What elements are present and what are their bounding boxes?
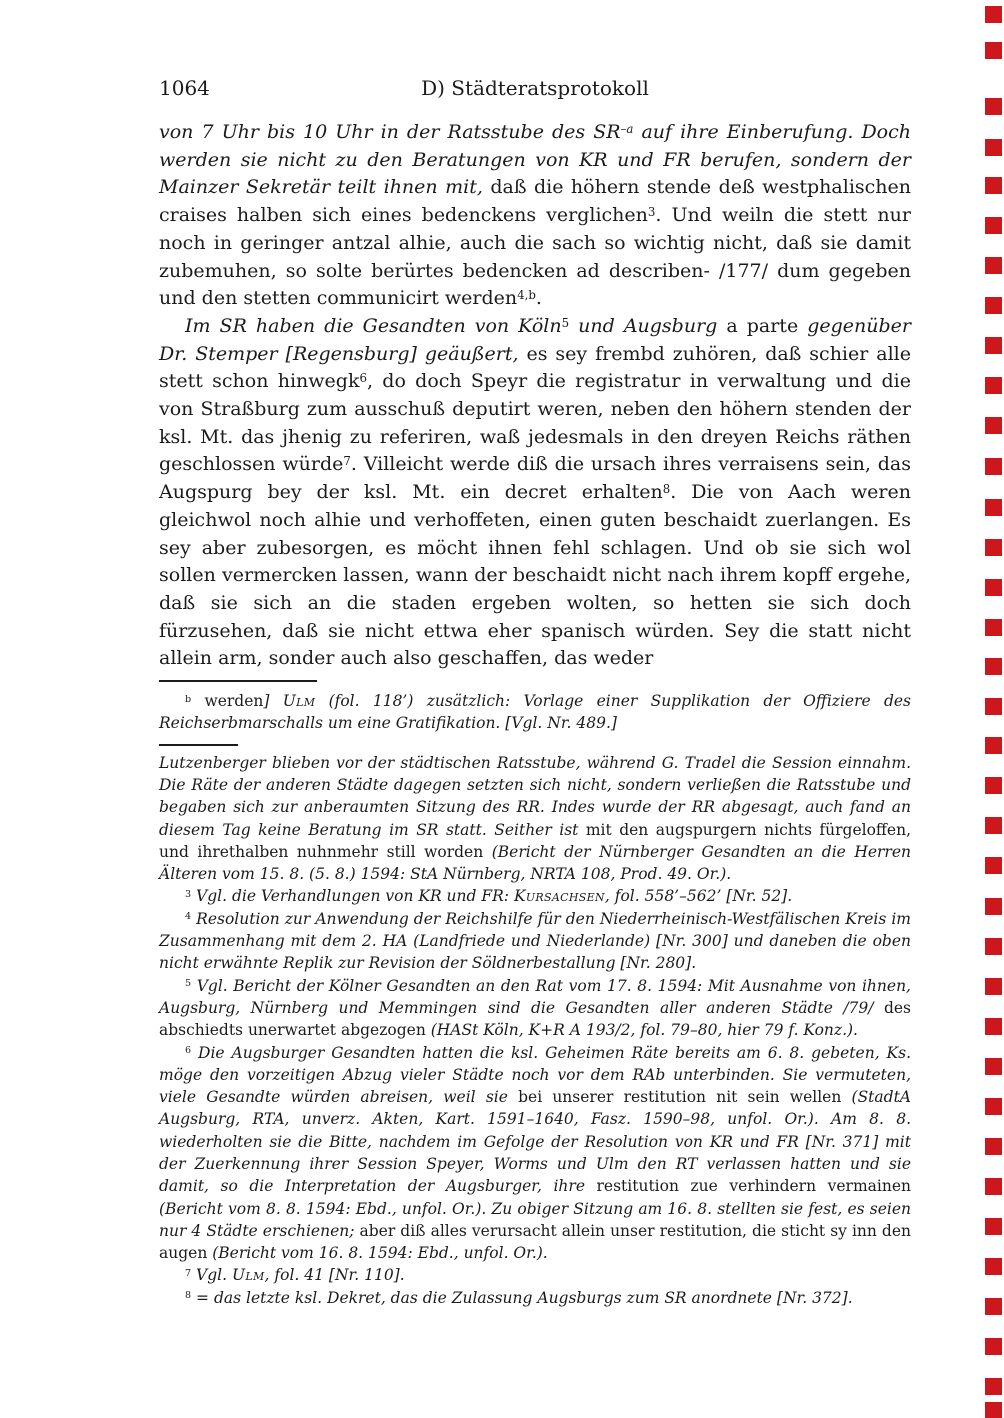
text-run: Lutzenberger blieben vor der städtischen Ratsstube, während G. Tradel die Session einnahm. Die Räte der anderen Städte dagegen setzten sich nicht, sondern verließen die Ratsstube und begaben sich zur anberaumten Sitzung des RR. Indes wurde der RR abgesagt, auch fand an diesem Tag keine Beratung im SR statt. Seither ist — [159, 753, 911, 839]
footnote-4 — [159, 908, 911, 975]
text-run: 4,b — [517, 287, 536, 302]
red-edge-marker — [985, 257, 1002, 274]
red-edge-marker — [985, 6, 1002, 23]
text-run: Vgl. — [196, 1266, 232, 1285]
footnote-number: 3 — [185, 889, 192, 901]
red-edge-marker — [985, 978, 1002, 995]
footnote-number: 8 — [185, 1290, 192, 1302]
text-run: Die Augsburger Gesandten hatten die ksl. Geheimen Räte bereits am 6. 8. gebeten, Ks. möge den vorzeitigen Abzug vieler Städte noch vor dem RAb unterbinden. Sie vermuteten, viele Gesandte würden abreisen, weil sie — [159, 1043, 911, 1107]
red-edge-marker — [985, 698, 1002, 715]
red-edge-marker — [985, 417, 1002, 434]
text-run: Vgl. Bericht der Kölner Gesandten an den Rat vom 17. 8. 1594: Mit Ausnahme von ihnen, Augsburg, Nürnberg und Memmingen sind die Gesandten aller anderen Städte /79/ — [159, 976, 911, 1017]
text-run: , fol. 558’–562’ [Nr. 52]. — [604, 887, 793, 906]
red-edge-marker — [985, 898, 1002, 915]
text-run: daß die höhern stende deß westphalischen craises halben sich eines bedenckens verglichen — [159, 176, 911, 227]
red-edge-marker — [985, 817, 1002, 834]
text-run: = das letzte ksl. Dekret, das die Zulassung Augsburgs zum SR anordnete [Nr. 372]. — [196, 1288, 853, 1307]
text-run: Kursachsen — [513, 887, 605, 906]
text-run: . Villeicht werde diß die ursach ihres verraisens sein, das Augspurg bey der ksl. Mt. ein decret erhalten — [159, 453, 912, 504]
red-edge-marker — [985, 579, 1002, 596]
red-edge-marker — [985, 1058, 1002, 1075]
apparatus-note-b — [159, 690, 911, 735]
red-edge-marker — [985, 98, 1002, 115]
red-edge-marker — [985, 1138, 1002, 1155]
red-edge-marker — [985, 938, 1002, 955]
text-run: . — [535, 287, 542, 310]
body-text — [159, 119, 911, 673]
red-edge-marker — [985, 777, 1002, 794]
footnote-number: 7 — [185, 1268, 192, 1280]
footnote-6 — [159, 1042, 911, 1265]
red-edge-marker — [985, 1178, 1002, 1195]
footnote-7 — [159, 1264, 911, 1286]
apparatus-block — [159, 690, 911, 735]
footnote-number: 4 — [185, 911, 192, 923]
text-run: des abschiedts unerwartet abgezogen — [159, 998, 911, 1040]
text-run: werden — [191, 692, 264, 711]
red-edge-marker — [985, 177, 1002, 194]
red-edge-marker — [985, 1098, 1002, 1115]
red-edge-marker — [985, 1218, 1002, 1235]
text-run: Im SR haben die Gesandten von Köln — [185, 314, 562, 337]
text-run: bei unserer restitution nit sein wellen — [518, 1088, 852, 1107]
running-header: D) Städteratsprotokoll — [421, 76, 649, 100]
text-run: 5 — [561, 315, 570, 330]
text-run: (StadtA Augsburg, RTA, unverz. Akten, Kart. 1591–1640, Fasz. 1590–98, unfol. Or.). Am 8. 8. wiederholten sie die Bitte, nachdem im Gefolge der Resolution von KR und FR [Nr. 371] mit der Zuerkennung ihrer Session Speyer, Worms und Ulm den RT verlassen hatten und sie damit, so die Interpretation der Augsburger, ihre — [159, 1088, 911, 1196]
red-edge-marker — [985, 1298, 1002, 1315]
body-paragraph — [159, 119, 911, 313]
red-edge-marker — [985, 658, 1002, 675]
text-run: (fol. 118’) zusätzlich: Vorlage einer Supplikation der Offiziere des Reichserbmarschalls um eine Gratifikation. [Vgl. Nr. 489.] — [159, 692, 912, 733]
red-edge-marker — [985, 1378, 1002, 1395]
red-edge-marker — [985, 1018, 1002, 1035]
footnote-block — [159, 752, 911, 1309]
apparatus-rule — [159, 680, 317, 682]
text-run: (Bericht der Nürnberger Gesandten an die Herren Älteren vom 15. 8. (5. 8.) 1594: StA Nürnberg, NRTA 108, Prod. 49. Or.). — [159, 842, 911, 884]
red-edge-marker — [985, 217, 1002, 234]
text-run: b — [185, 693, 192, 705]
page-header — [159, 76, 911, 104]
body-paragraph — [159, 313, 911, 673]
footnote-8 — [159, 1287, 911, 1309]
red-edge-marker — [985, 458, 1002, 475]
footnote-continuation — [159, 752, 911, 886]
footnote-number: 6 — [185, 1045, 192, 1057]
text-run: 6 — [359, 371, 367, 386]
red-edge-marker — [985, 337, 1002, 354]
page-content — [159, 76, 911, 1309]
text-run: 3 — [647, 204, 656, 219]
text-run: 7 — [343, 454, 351, 469]
text-run: (Bericht vom 8. 8. 1594: Ebd., unfol. Or.). Zu obiger Sitzung am 16. 8. stellten sie fest, es seien nur 4 Städte erschienen; — [159, 1199, 911, 1240]
red-edge-marker — [985, 42, 1002, 59]
text-run: von 7 Uhr bis 10 Uhr in der Ratsstube des SR — [159, 121, 621, 143]
text-run: 8 — [662, 481, 671, 496]
text-run: Resolution zur Anwendung der Reichshilfe für den Niederrheinisch-Westfälischen Kreis im Zusammenhang mit dem 2. HA (Landfriede und Niederlande) [Nr. 300] und daneben die oben nicht erwähnte Replik zur Revision der Söldnerbestallung [Nr. 280]. — [159, 909, 911, 973]
red-edge-marker — [985, 297, 1002, 314]
text-run: (HASt Köln, K+R A 193/2, fol. 79–80, hier 79 f. Konz.). — [430, 1021, 858, 1040]
text-run: und Augsburg — [569, 314, 727, 337]
red-edge-marker — [985, 737, 1002, 754]
text-run: aber diß alles verursacht allein unser restitution, die sticht sy inn den augen — [159, 1221, 911, 1263]
text-run: . Und weiln die stett nur noch in geringer antzal alhie, auch die sach so wichtig nicht, daß sie damit zubemuhen, so solte berürtes bedencken ad describen- /177/ dum gegeben und den stetten communicirt werden — [159, 204, 911, 310]
red-edge-marker — [985, 1338, 1002, 1355]
page-number: 1064 — [159, 76, 210, 100]
text-run: es sey frembd zuhören, daß schier alle stett schon hinwegk — [159, 342, 911, 393]
red-edge-marker — [985, 539, 1002, 556]
red-edge-marker — [985, 499, 1002, 516]
text-run: Ulm — [282, 692, 316, 711]
text-run: mit den augspurgern nichts fürgeloffen, und ihrethalben nuhnmehr still worden — [159, 820, 911, 861]
text-run: ] — [263, 692, 283, 711]
footnote-rule — [159, 744, 238, 746]
text-run: –a — [620, 121, 634, 136]
text-run: auf ihre Einberufung. Doch werden sie nicht zu den Beratungen von KR und FR berufen, sondern der Mainzer Sekretär teilt ihnen mit, — [159, 121, 911, 199]
text-run: , fol. 41 [Nr. 110]. — [264, 1266, 405, 1285]
text-run: Vgl. die Verhandlungen von KR und FR: — [196, 887, 514, 906]
text-run: Ulm — [231, 1266, 265, 1285]
red-edge-marker — [985, 619, 1002, 636]
footnote-5 — [159, 975, 911, 1042]
text-run: restitution zue verhindern vermainen — [596, 1177, 911, 1196]
text-run: . Die von Aach weren gleichwol noch alhie und verhoffeten, einen guten beschaidt zuerlangen. Es sey aber zubesorgen, es möcht ihnen fehl schlagen. Und ob sie sich wol sollen vermercken lassen, wann der beschaidt nicht nach ihrem kopff ergehe, daß sie sich an die staden ergeben wolten, so hetten sie sich doch fürzusehen, daß sie nicht ettwa eher spanisch würden. Sey die statt nicht allein arm, sonder auch also geschaffen, das weder — [159, 481, 911, 670]
red-edge-marker — [985, 1258, 1002, 1275]
red-edge-marker — [985, 377, 1002, 394]
text-run: (Bericht vom 16. 8. 1594: Ebd., unfol. Or.). — [212, 1244, 548, 1263]
text-run: , do doch Speyr die registratur in verwaltung und die von Straßburg zum ausschuß deputirt weren, neben den höhern stenden der ksl. Mt. das jhenig zu referiren, waß jedesmals in den dreyen Reichs räthen geschlossen würde — [159, 370, 911, 476]
text-run: a parte — [726, 314, 808, 337]
red-edge-marker — [985, 857, 1002, 874]
footnote-list — [159, 885, 911, 1309]
text-run: gegenüber Dr. Stemper [Regensburg] geäußert, — [159, 314, 912, 365]
footnote-number: 5 — [185, 978, 192, 990]
red-edge-marker — [985, 139, 1002, 156]
red-edge-marker — [985, 1402, 1002, 1418]
footnote-3 — [159, 885, 911, 907]
